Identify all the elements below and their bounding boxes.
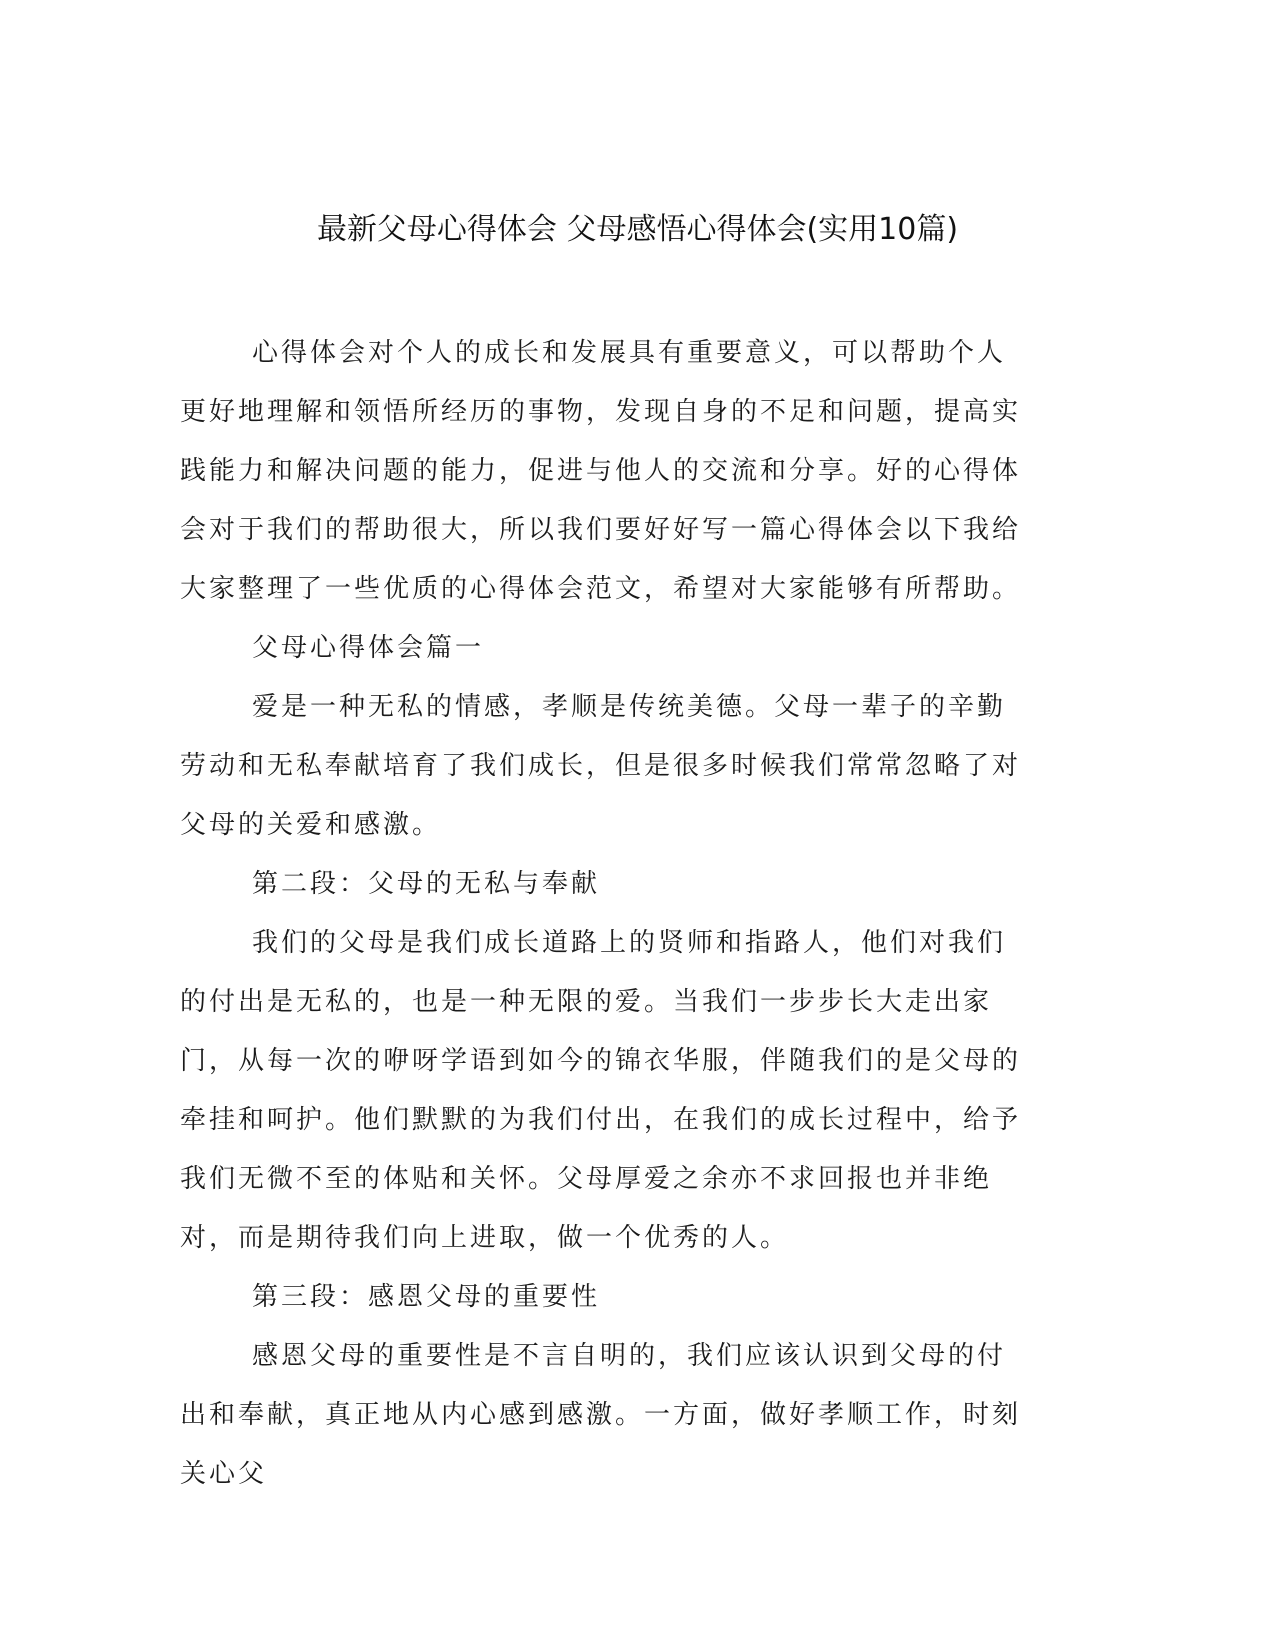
document-title: 最新父母心得体会 父母感悟心得体会(实用10篇) — [316, 212, 959, 247]
section-heading-third: 第三段：感恩父母的重要性 — [252, 1282, 601, 1312]
section-heading-part-one: 父母心得体会篇一 — [252, 633, 485, 663]
body-paragraph: 爱是一种无私的情感，孝顺是传统美德。父母一辈子的辛勤劳动和无私奉献培育了我们成长，但是很多时候我们常常忽略了对父母的关爱和感激。 — [180, 692, 1022, 840]
body-paragraph: 我们的父母是我们成长道路上的贤师和指路人，他们对我们的付出是无私的，也是一种无限的爱。当我们一步步长大走出家门，从每一次的咿呀学语到如今的锦衣华服，伴随我们的是父母的牵挂和呵护。他们默默的为我们付出，在我们的成长过程中，给予我们无微不至的体贴和关怀。父母厚爱之余亦不求回报也并非绝对，而是期待我们向上进取，做一个优秀的人。 — [180, 928, 1022, 1253]
document-body — [180, 324, 1025, 1504]
body-paragraph: 感恩父母的重要性是不言自明的，我们应该认识到父母的付出和奉献，真正地从内心感到感激。一方面，做好孝顺工作，时刻关心父 — [180, 1341, 1022, 1489]
section-heading-second: 第二段：父母的无私与奉献 — [252, 869, 601, 899]
intro-paragraph: 心得体会对个人的成长和发展具有重要意义，可以帮助个人更好地理解和领悟所经历的事物，发现自身的不足和问题，提高实践能力和解决问题的能力，促进与他人的交流和分享。好的心得体会对于我们的帮助很大，所以我们要好好写一篇心得体会以下我给大家整理了一些优质的心得体会范文，希望对大家能够有所帮助。 — [180, 338, 1022, 604]
